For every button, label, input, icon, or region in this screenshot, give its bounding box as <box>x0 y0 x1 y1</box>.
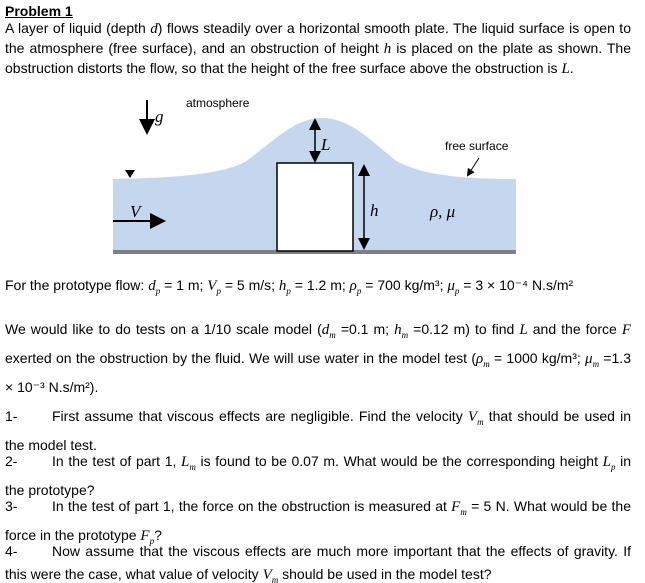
variable-symbol: ρ <box>475 351 484 367</box>
variable-subscript: m <box>401 330 409 340</box>
free-surface-label: free surface <box>445 139 509 153</box>
variable-symbol: L <box>561 61 570 77</box>
variable-subscript: p <box>610 462 616 472</box>
text-segment: = 5 N. What would be the force in the prototype <box>5 498 631 543</box>
text-segment: and the force <box>527 321 622 337</box>
variable-subscript: m <box>460 507 467 517</box>
question-4 <box>5 540 631 583</box>
variable-subscript: m <box>329 330 336 340</box>
variable-symbol: d <box>150 21 158 37</box>
variable-subscript: p <box>216 286 221 296</box>
variable-subscript: m <box>477 417 484 427</box>
text-segment: = 1.2 m; <box>290 277 350 293</box>
variable-symbol: L <box>602 454 611 470</box>
math-variable <box>585 351 599 367</box>
text-segment: = 700 kg/m³; <box>361 277 448 293</box>
text-segment: A layer of liquid (depth <box>5 20 151 36</box>
math-variable <box>350 278 362 294</box>
question-2 <box>5 450 631 501</box>
free-surface-triangle-icon <box>125 170 135 178</box>
text-segment: = 1 m; <box>160 277 208 293</box>
math-variable <box>476 351 490 367</box>
L-label: L <box>321 135 331 154</box>
variable-subscript: m <box>592 359 600 369</box>
variable-symbol: h <box>383 41 392 57</box>
variable-symbol: V <box>207 278 217 294</box>
atmosphere-label: atmosphere <box>186 96 250 110</box>
math-variable <box>451 499 467 515</box>
flow-figure <box>0 0 645 270</box>
h-label: h <box>370 201 379 220</box>
text-segment: = 5 m/s; <box>220 277 279 293</box>
text-segment: . <box>569 60 574 76</box>
variable-subscript: p <box>149 535 155 546</box>
model-paragraph <box>5 318 631 399</box>
question-number: 1- <box>5 408 18 424</box>
text-segment: exerted on the obstruction by the fluid. We will use water in the model test ( <box>5 350 476 366</box>
variable-symbol: h <box>278 278 287 294</box>
variable-symbol: F <box>140 527 150 544</box>
math-variable <box>447 278 459 294</box>
text-segment: =0.1 m; <box>335 321 395 337</box>
rho-mu-label: ρ, μ <box>430 202 456 221</box>
free-surface-pointer-arrow <box>468 158 479 175</box>
question-1 <box>5 405 631 456</box>
variable-subscript: p <box>286 286 291 296</box>
variable-symbol: F <box>451 499 461 515</box>
math-variable <box>468 409 484 425</box>
variable-symbol: d <box>148 278 156 294</box>
text-segment: is found to be 0.07 m. What would be the corresponding height <box>195 453 603 469</box>
g-label: g <box>155 107 164 126</box>
math-variable <box>207 278 221 294</box>
text-segment: that should be used in the model test. <box>5 408 631 453</box>
variable-symbol: h <box>394 322 402 338</box>
text-segment: in the prototype? <box>5 453 631 498</box>
variable-symbol: d <box>321 322 330 338</box>
math-variable <box>279 278 291 294</box>
variable-symbol: L <box>181 454 190 470</box>
text-segment: In the test of part 1, the force on the obstruction is measured at <box>52 498 452 514</box>
V-label: V <box>130 202 141 221</box>
variable-symbol: μ <box>585 351 593 367</box>
question-number: 3- <box>5 498 18 514</box>
variable-symbol: V <box>467 409 478 425</box>
text-segment: We would like to do tests on a 1/10 scale model ( <box>5 321 322 337</box>
math-variable <box>603 454 616 470</box>
prototype-data <box>5 276 631 301</box>
variable-subscript: p <box>454 286 460 296</box>
variable-subscript: m <box>483 359 490 369</box>
variable-subscript: p <box>155 286 161 296</box>
text-segment: should be used in the model test? <box>278 565 492 582</box>
question-number: 2- <box>5 453 18 469</box>
variable-symbol: ρ <box>349 278 357 294</box>
text-segment: =0.12 m) to find <box>408 321 520 337</box>
variable-symbol: μ <box>447 278 455 294</box>
variable-subscript: m <box>271 574 279 583</box>
text-segment: ) flows steadily over a horizontal smooth plate. The liquid surface is open to the atmosphere (free surface), and an obstruction of height <box>5 20 631 56</box>
text-segment: = 1000 kg/m³; <box>489 350 586 366</box>
variable-symbol: V <box>262 566 272 583</box>
math-variable <box>181 454 196 470</box>
text-segment: = 3 × 10⁻⁴ N.s/m² <box>459 277 574 293</box>
text-segment: For the prototype flow: <box>5 277 149 293</box>
question-number: 4- <box>5 543 18 559</box>
text-segment: ? <box>154 526 162 543</box>
math-variable <box>322 322 336 338</box>
problem-title: Problem 1 <box>5 3 73 19</box>
text-segment: is placed on the plate as shown. The obstruction distorts the flow, so that the height of the free surface above the obstruction is <box>5 40 631 76</box>
text-segment: In the test of part 1, <box>52 453 182 469</box>
variable-symbol: L <box>519 322 528 338</box>
math-variable <box>519 322 527 338</box>
variable-subscript: p <box>356 286 362 296</box>
math-variable <box>148 278 160 294</box>
math-variable <box>263 567 279 583</box>
text-segment: First assume that viscous effects are negligible. Find the velocity <box>52 408 468 424</box>
variable-subscript: m <box>189 462 196 472</box>
variable-symbol: F <box>621 322 632 338</box>
math-variable <box>622 322 631 338</box>
math-variable <box>394 322 408 338</box>
text-segment: Now assume that the viscous effects are much more important that the effects of gravity. If this were the case, what value of velocity <box>5 543 631 582</box>
text-segment: =1.3 × 10⁻³ N.s/m²). <box>5 350 631 395</box>
obstruction <box>277 163 353 251</box>
